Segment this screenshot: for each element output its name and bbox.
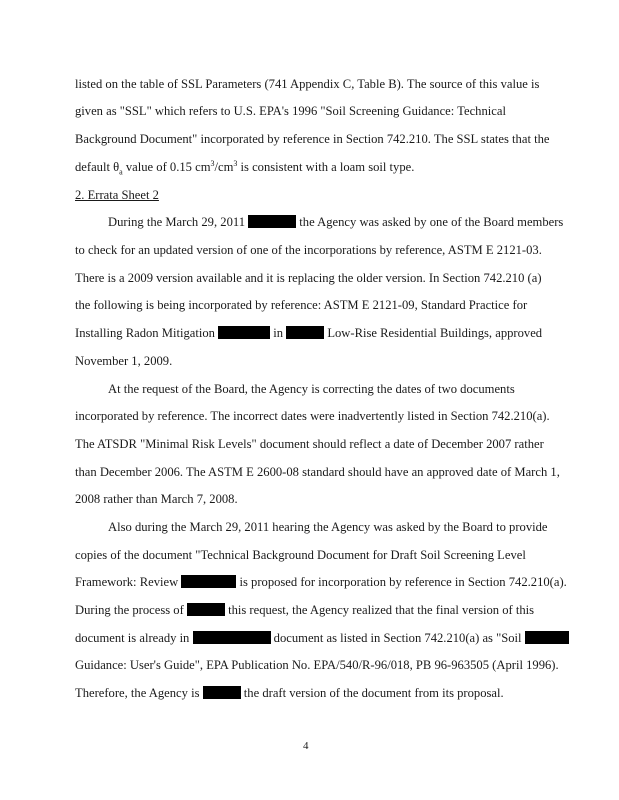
paragraph-line: given as "SSL" which refers to U.S. EPA's 1996 "Soil Screening Guidance: Technical: [75, 104, 506, 118]
text-run: document is already in: [75, 631, 193, 645]
redaction-box: [525, 631, 569, 644]
text-run: /cm: [214, 160, 234, 174]
paragraph-line: the following is being incorporated by reference: ASTM E 2121-09, Standard Practice for: [75, 298, 528, 312]
redaction-box: [248, 215, 296, 228]
paragraph-line: listed on the table of SSL Parameters (741 Appendix C, Table B). The source of this value is: [75, 77, 540, 91]
paragraph-line: At the request of the Board, the Agency is correcting the dates of two documents: [108, 382, 515, 396]
paragraph-line: [75, 325, 542, 341]
section-heading: 2. Errata Sheet 2: [75, 188, 159, 202]
text-run: Installing Radon Mitigation: [75, 326, 219, 340]
paragraph-line: to check for an updated version of one of the incorporations by reference, ASTM E 2121-03.: [75, 243, 542, 257]
superscript: 3: [210, 159, 215, 168]
text-run: this request, the Agency realized that the final version of this: [224, 603, 535, 617]
text-run: Framework: Review: [75, 575, 182, 589]
redaction-box: [218, 326, 270, 339]
page-number: 4: [303, 740, 309, 752]
text-run: the draft version of the document from its proposal.: [240, 686, 504, 700]
redaction-box: [181, 575, 236, 588]
text-run: in: [270, 326, 287, 340]
paragraph-line: Background Document" incorporated by reference in Section 742.210. The SSL states that the: [75, 132, 550, 146]
paragraph-line: copies of the document "Technical Background Document for Draft Soil Screening Level: [75, 548, 526, 562]
redaction-box: [286, 326, 324, 339]
text-run: is proposed for incorporation by reference in Section 742.210(a).: [236, 575, 567, 589]
text-run: During the process of: [75, 603, 187, 617]
paragraph-line: [75, 630, 569, 646]
paragraph-line: The ATSDR "Minimal Risk Levels" document should reflect a date of December 2007 rather: [75, 437, 544, 451]
redaction-box: [187, 603, 225, 616]
paragraph-line: [75, 159, 414, 181]
text-run: default θ: [75, 160, 120, 174]
paragraph-line: [108, 214, 563, 230]
paragraph-line: [75, 574, 567, 590]
text-run: is consistent with a loam soil type.: [237, 160, 415, 174]
paragraph-line: [75, 685, 504, 701]
paragraph-line: Also during the March 29, 2011 hearing the Agency was asked by the Board to provide: [108, 520, 548, 534]
text-run: Therefore, the Agency is: [75, 686, 203, 700]
paragraph-line: incorporated by reference. The incorrect dates were inadvertently listed in Section 742.210(a).: [75, 409, 550, 423]
superscript: 3: [233, 159, 238, 168]
text-run: Low-Rise Residential Buildings, approved: [324, 326, 543, 340]
text-run: document as listed in Section 742.210(a) as "Soil: [270, 631, 525, 645]
text-run: the Agency was asked by one of the Board members: [296, 215, 564, 229]
redaction-box: [193, 631, 271, 644]
paragraph-line: than December 2006. The ASTM E 2600-08 standard should have an approved date of March 1,: [75, 465, 560, 479]
paragraph-line: There is a 2009 version available and it is replacing the older version. In Section 742.210 (a): [75, 271, 542, 285]
subscript: a: [119, 167, 123, 177]
paragraph-line: 2008 rather than March 7, 2008.: [75, 492, 238, 506]
text-run: value of 0.15 cm: [122, 160, 211, 174]
text-run: During the March 29, 2011: [108, 215, 249, 229]
redaction-box: [203, 686, 241, 699]
paragraph-line: [75, 602, 534, 618]
paragraph-line: Guidance: User's Guide", EPA Publication No. EPA/540/R-96/018, PB 96-963505 (April 1996).: [75, 658, 559, 672]
paragraph-line: November 1, 2009.: [75, 354, 173, 368]
